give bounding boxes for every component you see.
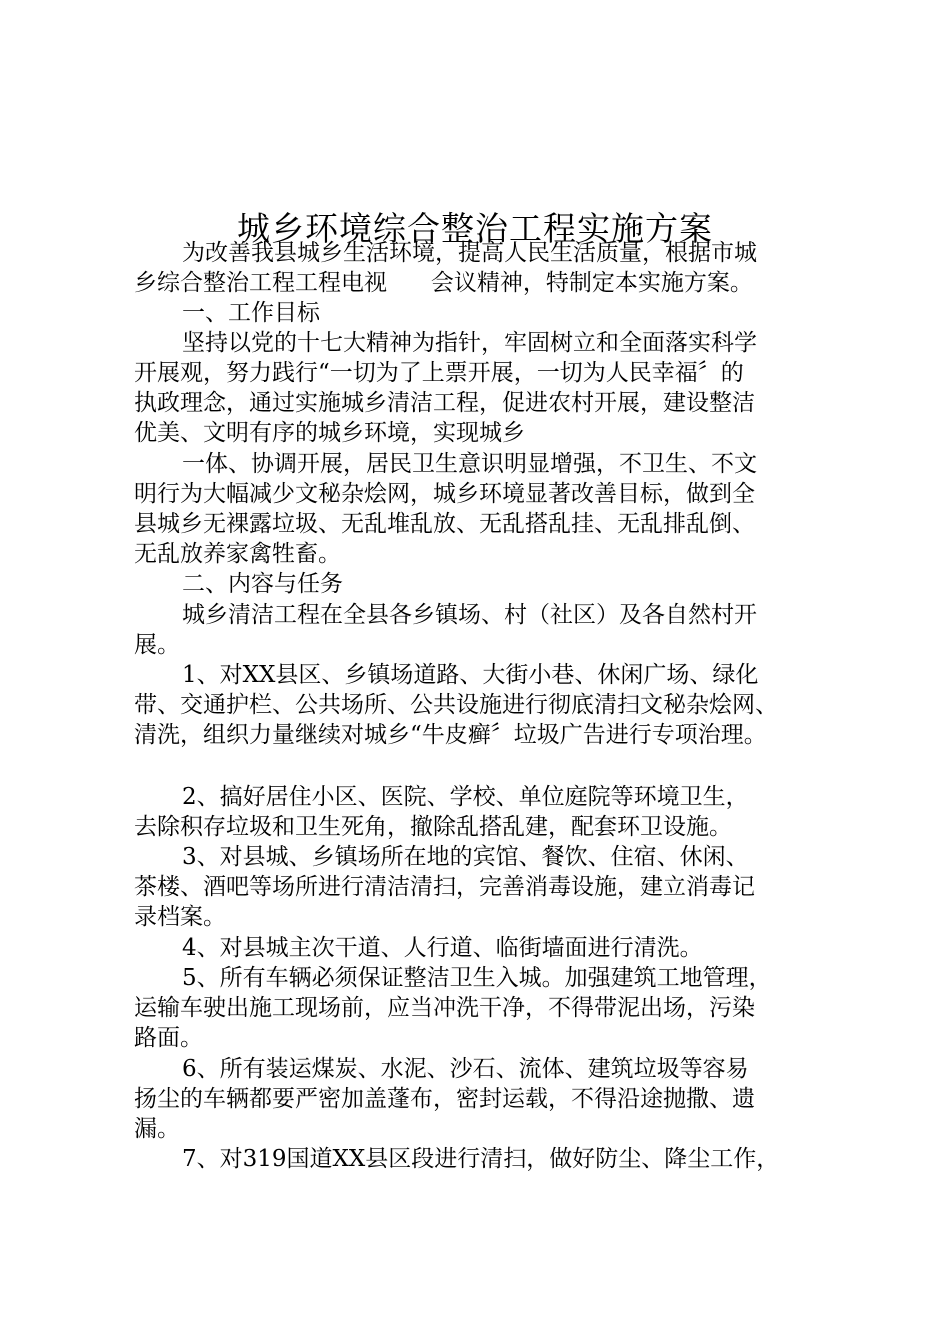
paragraph-line: 县城乡无裸露垃圾、无乱堆乱放、无乱搭乱挂、无乱排乱倒、 [134, 511, 755, 537]
list-item-line: 带、交通护栏、公共场所、公共设施进行彻底清扫文秘杂烩网、 [134, 692, 778, 718]
list-item-line: 4、对县城主次干道、人行道、临街墙面进行清洗。 [182, 935, 703, 961]
section-heading: 一、工作目标 [182, 300, 320, 326]
list-item-line: 3、对县城、乡镇场所在地的宾馆、餐饮、住宿、休闲、 [182, 844, 749, 870]
paragraph-line: 无乱放养家禽牲畜。 [134, 541, 341, 567]
list-item-line: 7、对319国道XX县区段进行清扫，做好防尘、降尘工作， [182, 1146, 780, 1172]
list-item-line: 路面。 [134, 1025, 203, 1051]
paragraph-line: 城乡清洁工程在全县各乡镇场、村（社区）及各自然村开 [182, 602, 757, 628]
list-item-line: 清洗，组织力量继续对城乡“牛皮癣〞垃圾广告进行专项治理。 [134, 722, 767, 748]
document-title: 城乡环境综合整治工程实施方案 [237, 209, 713, 249]
paragraph-line: 为改善我县城乡生活环境，提高人民生活质量，根据市城 [182, 240, 757, 266]
list-item-line: 1、对XX县区、乡镇场道路、大街小巷、休闲广场、绿化 [182, 662, 759, 688]
section-heading: 二、内容与任务 [182, 571, 343, 597]
paragraph-line: 一体、协调开展，居民卫生意识明显增强，不卫生、不文 [182, 451, 757, 477]
paragraph-line: 执政理念，通过实施城乡清洁工程，促进农村开展，建设整洁 [134, 390, 755, 416]
paragraph-line: 坚持以党的十七大精神为指针，牢固树立和全面落实科学 [182, 330, 757, 356]
list-item-line: 茶楼、酒吧等场所进行清洁清扫，完善消毒设施，建立消毒记 [134, 874, 755, 900]
paragraph-line: 优美、文明有序的城乡环境，实现城乡 [134, 420, 525, 446]
list-item-line: 去除积存垃圾和卫生死角，撤除乱搭乱建，配套环卫设施。 [134, 814, 732, 840]
list-item-line: 漏。 [134, 1116, 180, 1142]
list-item-line: 扬尘的车辆都要严密加盖蓬布，密封运载，不得沿途抛撒、遗 [134, 1086, 755, 1112]
list-item-line: 5、所有车辆必须保证整洁卫生入城。加强建筑工地管理， [182, 965, 772, 991]
list-item-line: 录档案。 [134, 904, 226, 930]
list-item-line: 运输车驶出施工现场前，应当冲洗干净，不得带泥出场，污染 [134, 995, 755, 1021]
list-item-line: 6、所有装运煤炭、水泥、沙石、流体、建筑垃圾等容易 [182, 1056, 749, 1082]
paragraph-line: 乡综合整治工程工程电视 会议精神，特制定本实施方案。 [134, 270, 753, 296]
list-item-line: 2、搞好居住小区、医院、学校、单位庭院等环境卫生， [182, 784, 749, 810]
paragraph-line: 明行为大幅减少文秘杂烩网，城乡环境显著改善目标，做到全 [134, 481, 755, 507]
paragraph-line: 展。 [134, 632, 180, 658]
paragraph-line: 开展观，努力践行“一切为了上票开展，一切为人民幸福〞的 [134, 360, 744, 386]
